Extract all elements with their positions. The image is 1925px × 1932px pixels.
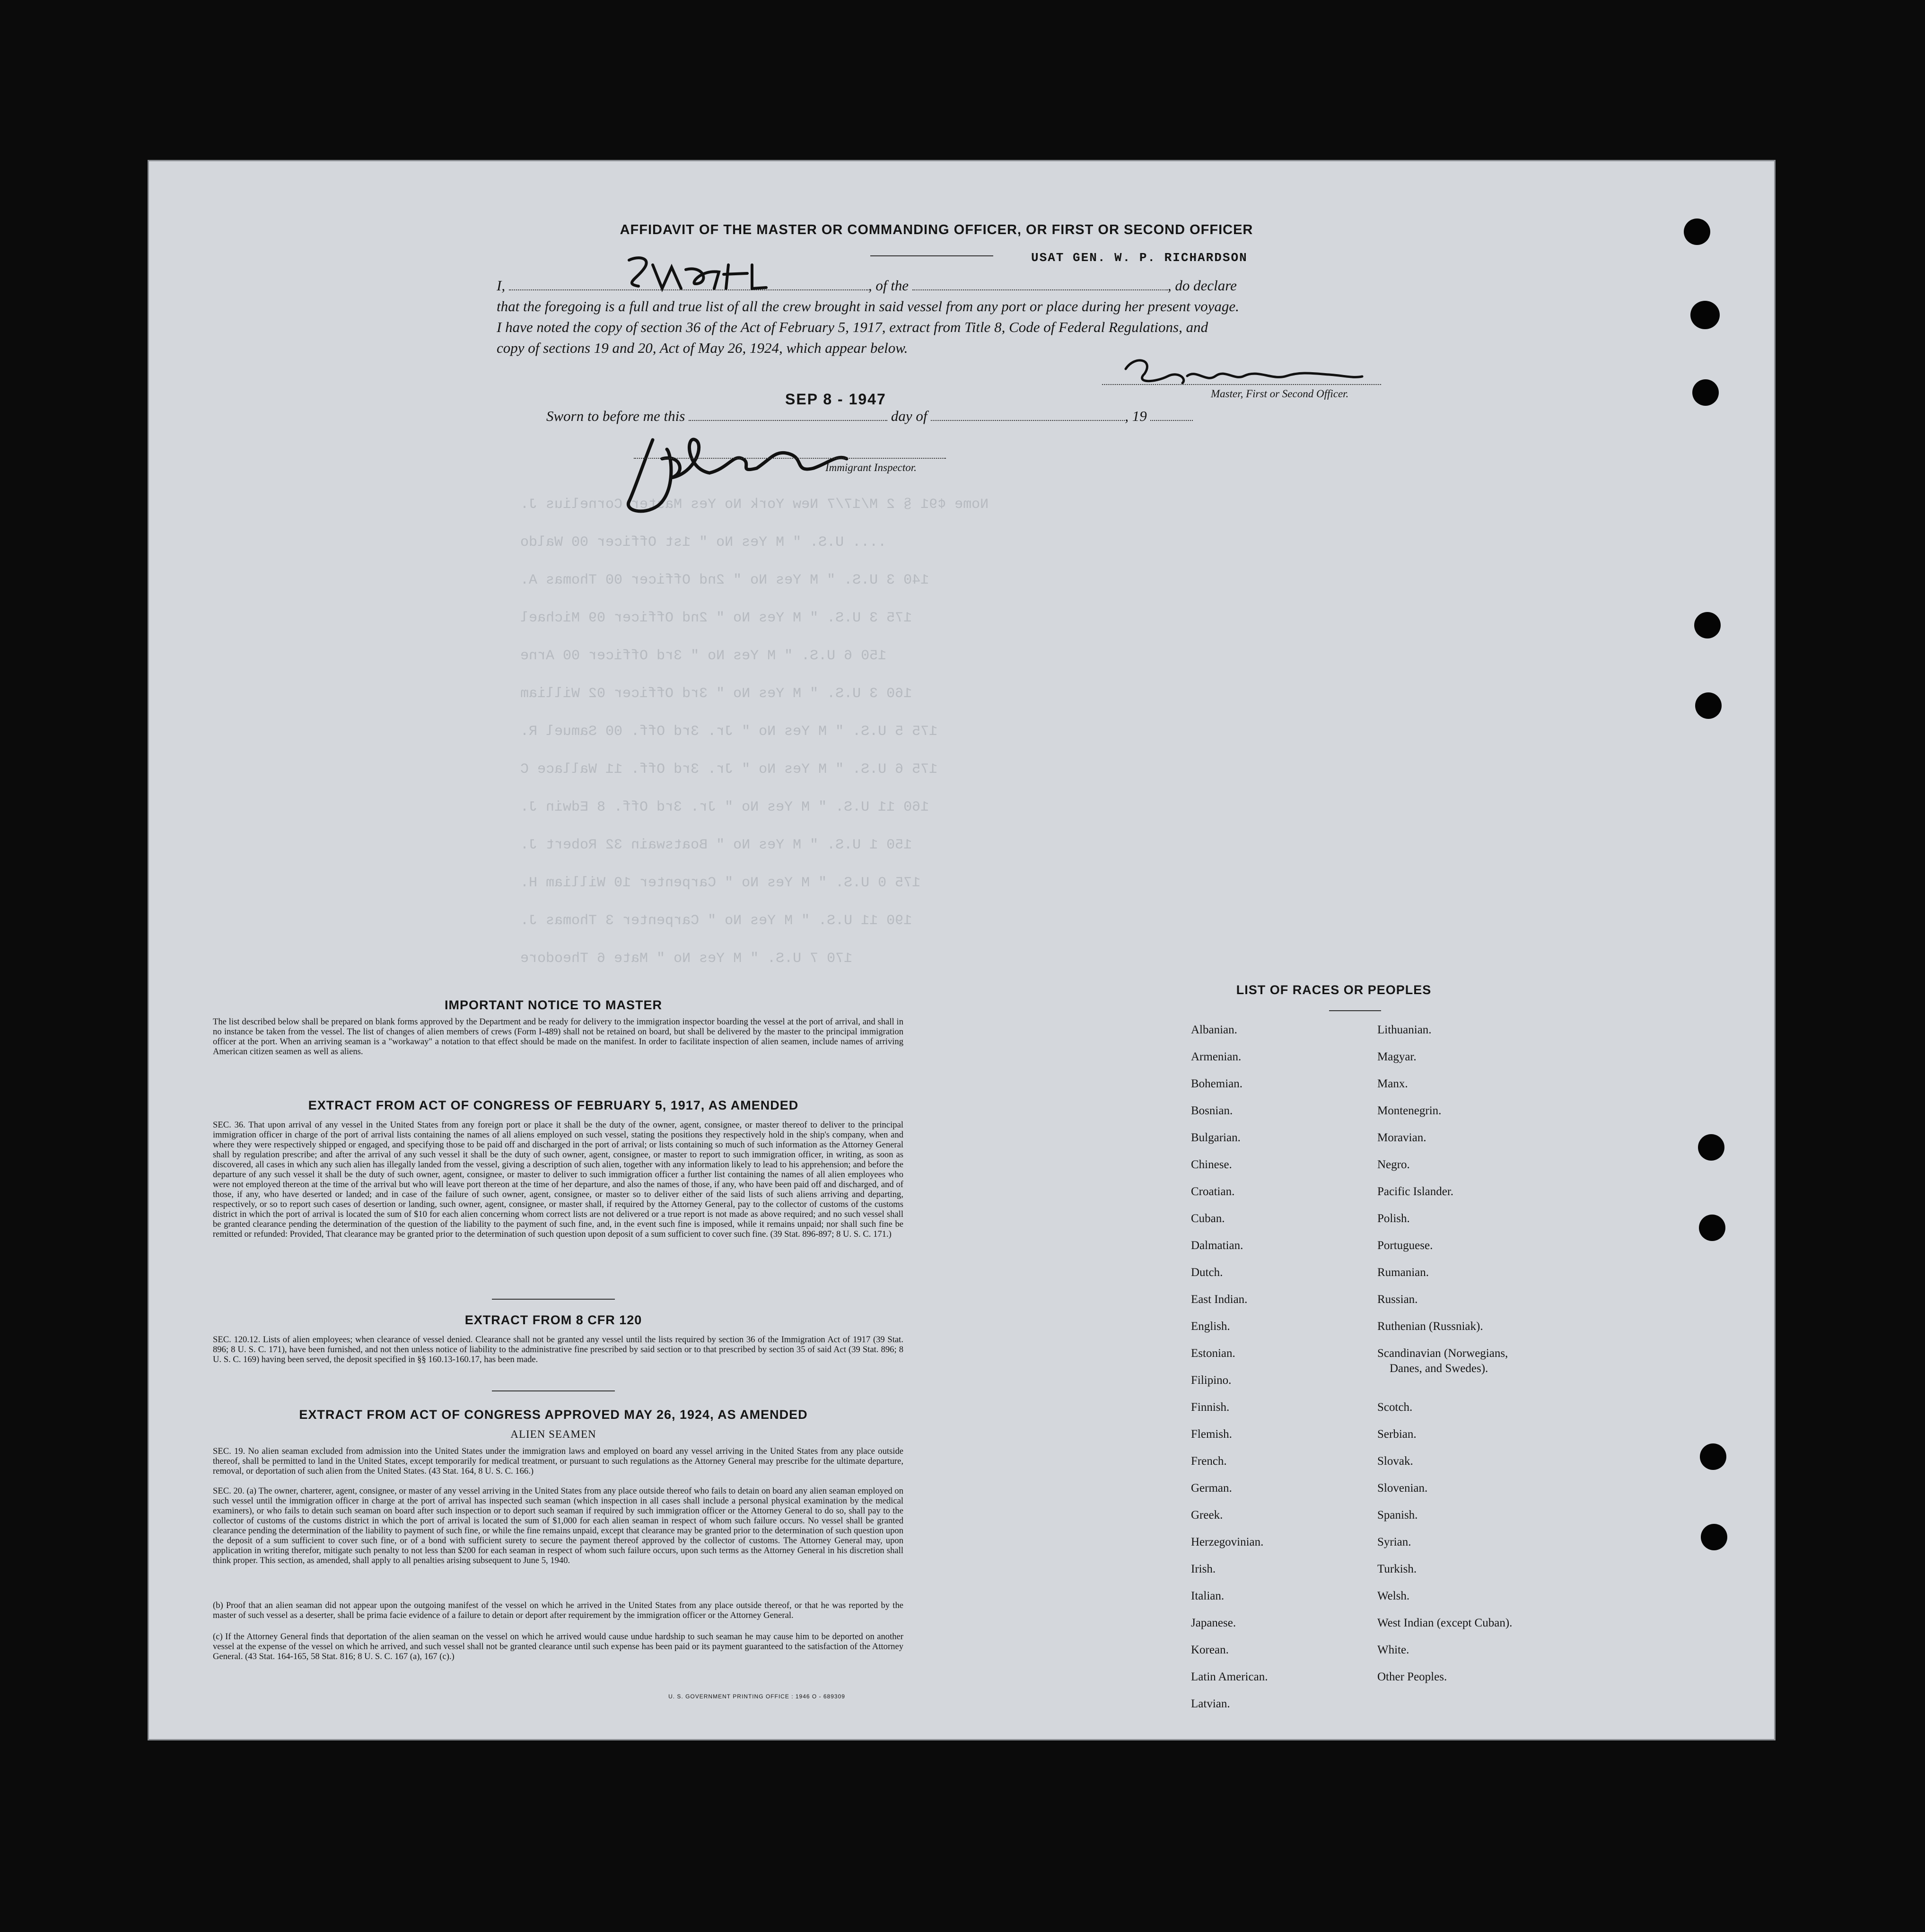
race-item: Manx. — [1377, 1077, 1408, 1090]
race-item: Danes, and Swedes). — [1390, 1362, 1488, 1375]
sec-20b-body: (b) Proof that an alien seaman did not appear upon the outgoing manifest of the vessel on which he arrived in the United States from any place outside thereof, or that he was reported by the master of such vessel as a deserter, shall be prima facie evidence of a failure to detain or deport after requirement by the immigration officer or the Attorney General. — [213, 1600, 903, 1620]
affidavit-line-3: I have noted the copy of section 36 of the Act of February 5, 1917, extract from Title 8, Code of Federal Regulations, and — [497, 319, 1208, 335]
race-item: Magyar. — [1377, 1050, 1417, 1063]
sworn-line — [546, 408, 1208, 425]
race-item: Bulgarian. — [1191, 1131, 1241, 1144]
race-item: Latvian. — [1191, 1697, 1230, 1710]
extract-1924-title: EXTRACT FROM ACT OF CONGRESS APPROVED MAY 26, 1924, AS AMENDED — [299, 1407, 808, 1422]
sworn-day-blank — [689, 410, 887, 421]
race-item: Albanian. — [1191, 1023, 1237, 1036]
race-item: Flemish. — [1191, 1428, 1232, 1441]
race-item: Irish. — [1191, 1563, 1216, 1575]
officer-signature-line — [1102, 384, 1381, 385]
race-item: Estonian. — [1191, 1347, 1235, 1360]
notice-body: The list described below shall be prepared on blank forms approved by the Department and be ready for delivery to the immigration inspector boarding the vessel at the port of arrival, and shall in no instance be taken from the vessel. The list of changes of alien members of crews (Form I-489) shall not be retained on board, but shall be delivered by the master to the principal immigration officer at the port. When an arriving seaman is a "workaway" a notation to that effect should be made on the manifest. In order to facilitate inspection of alien seamen, include names of arriving American citizen seamen as well as aliens. — [213, 1017, 903, 1057]
race-item: Korean. — [1191, 1644, 1229, 1656]
race-item: French. — [1191, 1455, 1227, 1468]
race-item: Slovak. — [1377, 1455, 1413, 1468]
race-item: Lithuanian. — [1377, 1023, 1432, 1036]
race-item: Portuguese. — [1377, 1239, 1433, 1252]
race-item: Serbian. — [1377, 1428, 1417, 1441]
race-item: Filipino. — [1191, 1374, 1232, 1387]
race-item: Negro. — [1377, 1158, 1410, 1171]
race-item: Pacific Islander. — [1377, 1185, 1454, 1198]
race-item: English. — [1191, 1320, 1230, 1333]
vessel-stamp: USAT GEN. W. P. RICHARDSON — [1031, 251, 1248, 265]
punch-hole — [1684, 219, 1710, 245]
sworn-month-blank — [931, 410, 1125, 421]
extract-cfr-body: SEC. 120.12. Lists of alien employees; when clearance of vessel denied. Clearance shall not be granted any vessel until the lists required by section 36 of the Immigration Act of 1917 (39 Stat. 896; 8 U. S. C. 171), have been furnished, and not then unless notice of liability to the administrative fine prescribed by said section or to that prescribed by section 35 of said Act (39 Stat. 896; 8 U. S. C. 169) having been served, the deposit specified in §§ 160.13-160.17, has been made. — [213, 1335, 903, 1364]
punch-hole — [1701, 1524, 1727, 1550]
race-item: Armenian. — [1191, 1050, 1242, 1063]
race-item: Other Peoples. — [1377, 1670, 1447, 1683]
race-item: Cuban. — [1191, 1212, 1225, 1225]
printer-imprint: U. S. GOVERNMENT PRINTING OFFICE : 1946 O - 689309 — [668, 1693, 845, 1700]
punch-hole — [1690, 301, 1720, 329]
title-rule — [870, 255, 993, 256]
race-item: Welsh. — [1377, 1590, 1410, 1602]
races-title: LIST OF RACES OR PEOPLES — [1236, 983, 1432, 997]
extract-1917-title: EXTRACT FROM ACT OF CONGRESS OF FEBRUARY 5, 1917, AS AMENDED — [308, 1098, 799, 1112]
race-item: Ruthenian (Russniak). — [1377, 1320, 1483, 1333]
sworn-text: Sworn to before me this — [546, 408, 685, 424]
punch-hole — [1700, 1443, 1726, 1470]
extract-cfr-title: EXTRACT FROM 8 CFR 120 — [464, 1313, 642, 1327]
affidavit-i: I, — [497, 277, 506, 294]
punch-hole — [1699, 1215, 1725, 1241]
race-item: Greek. — [1191, 1509, 1223, 1521]
race-item: Dalmatian. — [1191, 1239, 1243, 1252]
race-item: Bohemian. — [1191, 1077, 1243, 1090]
affidavit-line-2: that the foregoing is a full and true list of all the crew brought in said vessel from any port or place during her present voyage. — [497, 298, 1239, 315]
race-item: Italian. — [1191, 1590, 1225, 1602]
race-item: Chinese. — [1191, 1158, 1232, 1171]
punch-hole — [1698, 1134, 1724, 1161]
punch-hole — [1692, 379, 1719, 406]
sworn-year-blank — [1150, 410, 1193, 421]
vessel-blank — [912, 279, 1168, 290]
race-item: East Indian. — [1191, 1293, 1248, 1306]
race-item: Finnish. — [1191, 1401, 1230, 1414]
race-item: Scotch. — [1377, 1401, 1413, 1414]
inspector-signature-line — [634, 458, 946, 459]
master-name-signature — [610, 251, 809, 307]
race-item: Moravian. — [1377, 1131, 1426, 1144]
sworn-year: , 19 — [1125, 408, 1147, 424]
section-rule — [492, 1390, 615, 1391]
race-item: Spanish. — [1377, 1509, 1418, 1521]
races-title-rule — [1329, 1010, 1381, 1011]
race-item: Dutch. — [1191, 1266, 1223, 1279]
race-item: Herzegovinian. — [1191, 1536, 1264, 1548]
race-item: West Indian (except Cuban). — [1377, 1617, 1513, 1629]
race-item: Slovenian. — [1377, 1482, 1428, 1495]
sworn-day-of: day of — [891, 408, 928, 424]
race-item: Croatian. — [1191, 1185, 1235, 1198]
race-item: German. — [1191, 1482, 1232, 1495]
punch-hole — [1695, 692, 1722, 719]
race-item: Turkish. — [1377, 1563, 1417, 1575]
extract-1917-body: SEC. 36. That upon arrival of any vessel in the United States from any foreign port or place it shall be the duty of the owner, agent, consignee, or master thereof to deliver to the principal immigration officer in charge of the port of arrival lists containing the names of all aliens employed on such vessel, stating the positions they respectively hold in the ship's company, when and where they were respectively shipped or engaged, and specifying those to be paid off and discharged in the port of arrival; or lists containing so much of such information as the Attorney General shall by regulation prescribe; and after the arrival of any such vessel it shall be the duty of such owner, agent, consignee, or master to report to such immigration officer, in writing, as soon as discovered, all cases in which any such alien has illegally landed from the vessel, giving a description of such alien, together with any information likely to lead to his apprehension; and before the departure of any such vessel it shall be the duty of such owner, agent, consignee, or master to deliver to such immigration officer a further list containing the names of all alien employees who were not employed thereon at the time of the arrival but who will leave port thereon at the time of her departure, and also the names of those, if any, who have been paid off and discharged, and of those, if any, who have deserted or landed; and in case of the failure of such owner, agent, consignee, or master so to deliver either of the said lists of such aliens arriving and departing, respectively, or so to report such cases of desertion or landing, such owner, agent, consignee, or master shall, if required by the Attorney General, pay to the collector of customs of the customs district in which the port of arrival is located the sum of $10 for each alien concerning whom correct lists are not delivered or a true report is not made as above required; and no such vessel shall be granted clearance pending the determination of the question of the liability to the payment of such fine, and, in the event such fine is imposed, while it remains unpaid; nor shall such fine be remitted or refunded: Provided, That clearance may be granted prior to the determination of such question upon deposit of a sum sufficient to cover such fine. (39 Stat. 896-897; 8 U. S. C. 171.) — [213, 1120, 903, 1239]
affidavit-of-the: , of the — [868, 277, 909, 294]
affidavit-line-4: copy of sections 19 and 20, Act of May 26, 1924, which appear below. — [497, 340, 908, 356]
race-item: Japanese. — [1191, 1617, 1236, 1629]
race-item: Rumanian. — [1377, 1266, 1429, 1279]
extract-1924-subtitle: ALIEN SEAMEN — [510, 1428, 596, 1440]
affidavit-title: AFFIDAVIT OF THE MASTER OR COMMANDING OFFICER, OR FIRST OR SECOND OFFICER — [620, 222, 1253, 237]
officer-caption: Master, First or Second Officer. — [1211, 388, 1349, 400]
inspector-caption: Immigrant Inspector. — [825, 462, 917, 473]
punch-hole — [1694, 612, 1721, 638]
race-item: Montenegrin. — [1377, 1104, 1442, 1117]
race-item: Syrian. — [1377, 1536, 1411, 1548]
section-rule — [492, 1299, 615, 1300]
race-item: Russian. — [1377, 1293, 1418, 1306]
race-item: White. — [1377, 1644, 1409, 1656]
race-item: Latin American. — [1191, 1670, 1268, 1683]
sec-19-body: SEC. 19. No alien seaman excluded from admission into the United States under the immigration laws and employed on board any vessel arriving in the United States from any place outside thereof, shall be permitted to land in the United States, except temporarily for medical treatment, or pursuant to such regulations as the Attorney General may prescribe for the ultimate departure, removal, or deportation of such alien from the United States. (43 Stat. 164, 8 U. S. C. 166.) — [213, 1446, 903, 1476]
sec-20c-body: (c) If the Attorney General finds that deportation of the alien seaman on the vessel on which he arrived would cause undue hardship to such seaman he may cause him to be deported on another vessel at the expense of the vessel on which he arrived, and such vessel shall not be granted clearance until such expense has been paid or its payment guaranteed to the satisfaction of the Attorney General. (43 Stat. 164-165, 58 Stat. 816; 8 U. S. C. 167 (a), 167 (c).) — [213, 1632, 903, 1661]
race-item: Bosnian. — [1191, 1104, 1233, 1117]
notice-title: IMPORTANT NOTICE TO MASTER — [445, 998, 662, 1012]
affidavit-declare: , do declare — [1167, 277, 1237, 294]
race-item: Scandinavian (Norwegians, — [1377, 1347, 1508, 1360]
sec-20a-body: SEC. 20. (a) The owner, charterer, agent, consignee, or master of any vessel arriving in the United States from any place outside thereof who fails to detain on board any alien seaman employed on such vessel until the immigration officer in charge at the port of arrival has inspected such seaman (which inspection in all cases shall include a personal physical examination by the medical examiners), or who fails to detain such seaman on board after such inspection or to deport such seaman if required by such immigration officer or the Attorney General to do so, shall pay to the collector of customs of the customs district in which the port of arrival is located the sum of $1,000 for each alien seaman in respect of whom such failure occurs. No vessel shall be granted clearance pending the determination of the liability to payment of such fine, or while the fine remains unpaid, except that clearance may be granted prior to the determination of such question upon the deposit of a sum sufficient to cover such fine, or of a bond with sufficient surety to secure the payment thereof approved by the collector of customs. The Attorney General may, upon application in writing therefor, mitigate such penalty to not less than $200 for each seaman in respect of whom such failure occurs, upon such terms as the Attorney General in his discretion shall think proper. This section, as amended, shall apply to all penalties arising subsequent to June 5, 1940. — [213, 1486, 903, 1565]
race-item: Polish. — [1377, 1212, 1410, 1225]
date-stamp: SEP 8 - 1947 — [785, 391, 886, 408]
